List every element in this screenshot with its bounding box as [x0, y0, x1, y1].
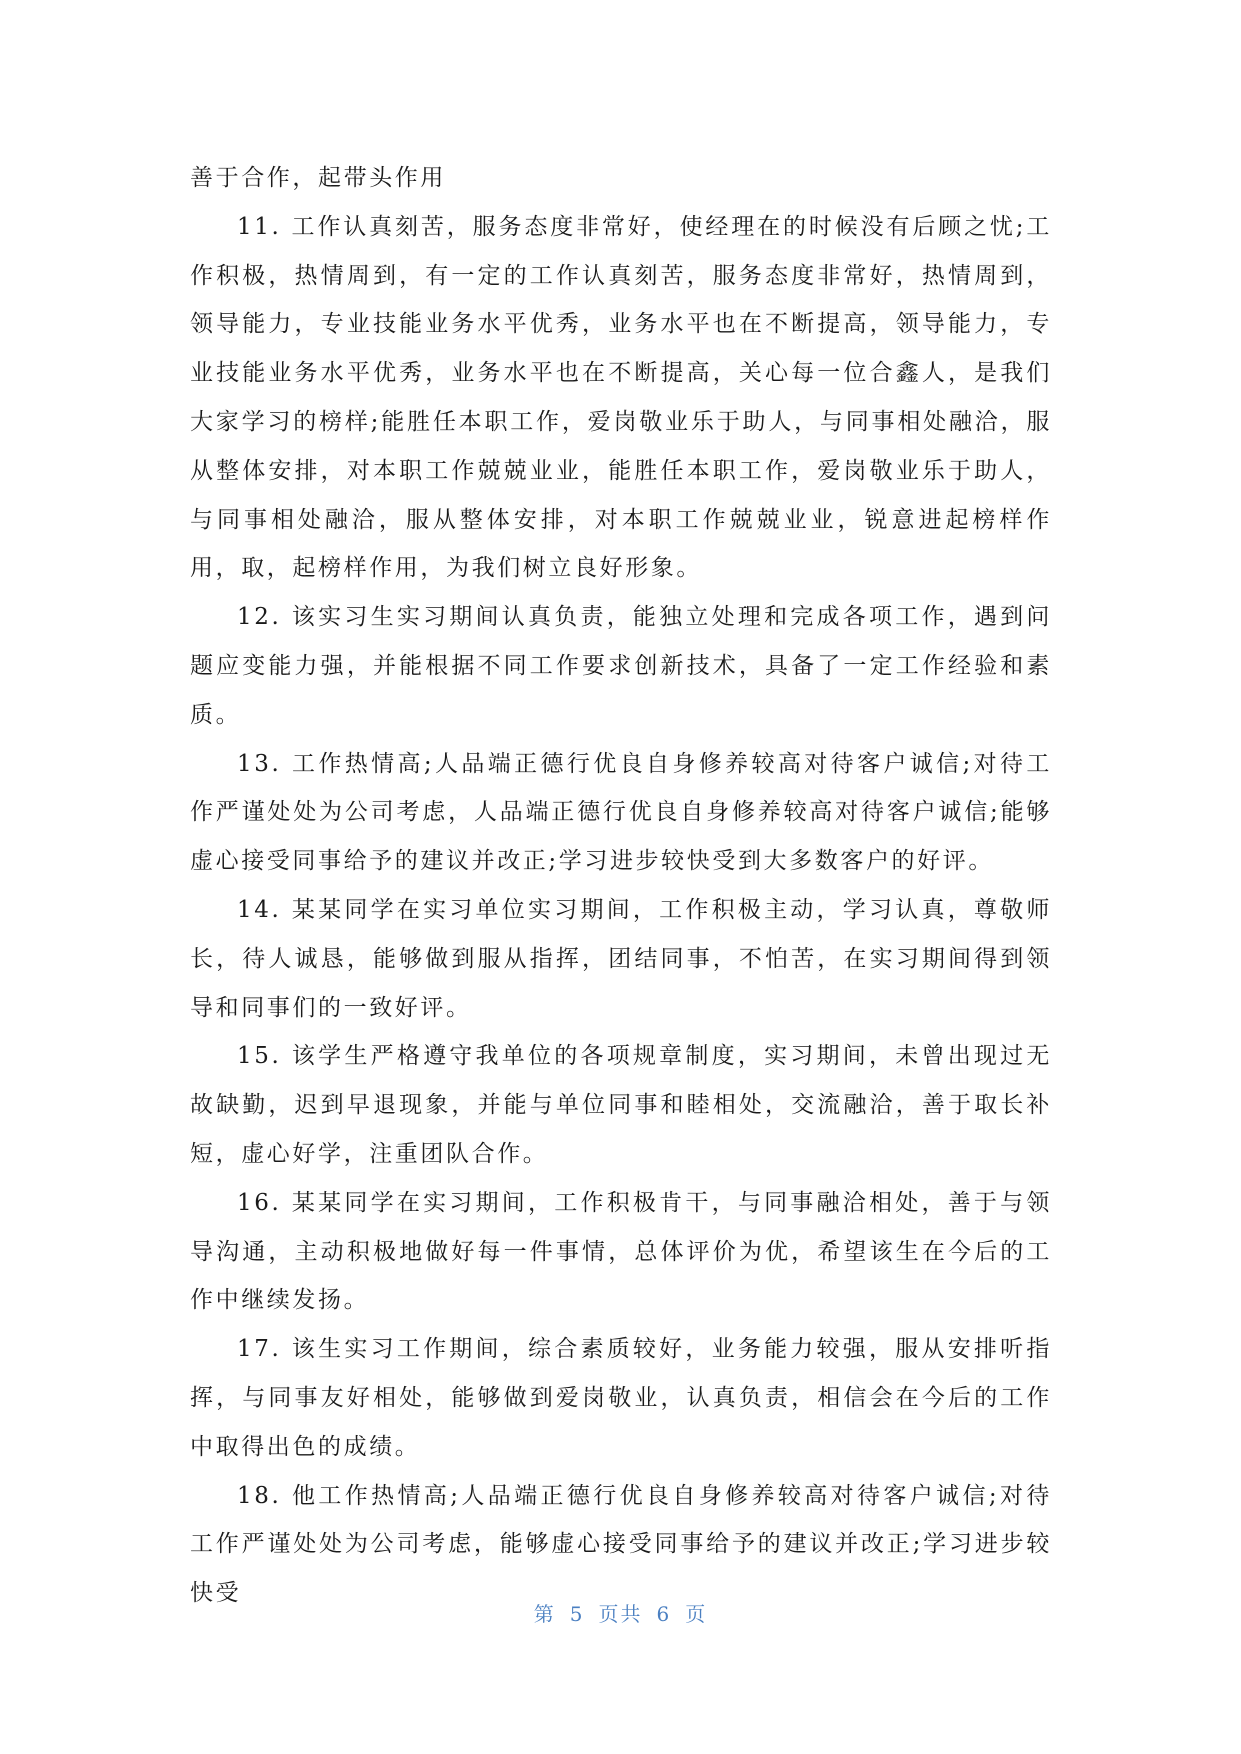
footer-suffix: 页 [685, 1602, 708, 1626]
paragraph-item-14: 14. 某某同学在实习单位实习期间，工作积极主动，学习认真，尊敬师长，待人诚恳，能够做到服从指挥，团结同事，不怕苦，在实习期间得到领导和同事们的一致好评。 [190, 896, 1052, 1021]
paragraph-item-12: 12. 该实习生实习期间认真负责，能独立处理和完成各项工作，遇到问题应变能力强，并能根据不同工作要求创新技术，具备了一定工作经验和素质。 [190, 604, 1052, 728]
footer-prefix: 第 [533, 1602, 556, 1626]
footer-current-page: 5 [569, 1602, 585, 1626]
paragraph-item-18: 18. 他工作热情高;人品端正德行优良自身修养较高对待客户诚信;对待工作严谨处处为公司考虑，能够虚心接受同事给予的建议并改正;学习进步较快受 [190, 1482, 1052, 1607]
paragraph-item-13: 13. 工作热情高;人品端正德行优良自身修养较高对待客户诚信;对待工作严谨处处为公司考虑，人品端正德行优良自身修养较高对待客户诚信;能够虚心接受同事给予的建议并改正;学习进步较快受到大多数客户的好评。 [190, 750, 1052, 875]
paragraph-item-11: 11. 工作认真刻苦，服务态度非常好，使经理在的时候没有后顾之忧;工作积极，热情周到，有一定的工作认真刻苦，服务态度非常好，热情周到，领导能力，专业技能业务水平优秀，业务水平也在不断提高，领导能力，专业技能业务水平优秀，业务水平也在不断提高，关心每一位合鑫人，是我们大家学习的榜样;能胜任本职工作，爱岗敬业乐于助人，与同事相处融洽，服从整体安排，对本职工作兢兢业业，能胜任本职工作，爱岗敬业乐于助人，与同事相处融洽，服从整体安排，对本职工作兢兢业业，锐意进起榜样作用，取，起榜样作用，为我们树立良好形象。 [190, 213, 1052, 582]
paragraph-item-16: 16. 某某同学在实习期间，工作积极肯干，与同事融洽相处，善于与领导沟通，主动积极地做好每一件事情，总体评价为优，希望该生在今后的工作中继续发扬。 [190, 1189, 1052, 1314]
footer-middle: 页共 [598, 1602, 643, 1626]
paragraph-item-15: 15. 该学生严格遵守我单位的各项规章制度，实习期间，未曾出现过无故缺勤，迟到早退现象，并能与单位同事和睦相处，交流融洽，善于取长补短，虚心好学，注重团队合作。 [190, 1043, 1052, 1167]
paragraph-item-17: 17. 该生实习工作期间，综合素质较好，业务能力较强，服从安排听指挥，与同事友好相处，能够做到爱岗敬业，认真负责，相信会在今后的工作中取得出色的成绩。 [190, 1336, 1052, 1460]
page-number-footer [0, 1598, 1241, 1627]
footer-total-pages: 6 [656, 1602, 672, 1626]
document-body [190, 154, 1052, 1618]
paragraph-continuation: 善于合作，起带头作用 [190, 165, 446, 191]
